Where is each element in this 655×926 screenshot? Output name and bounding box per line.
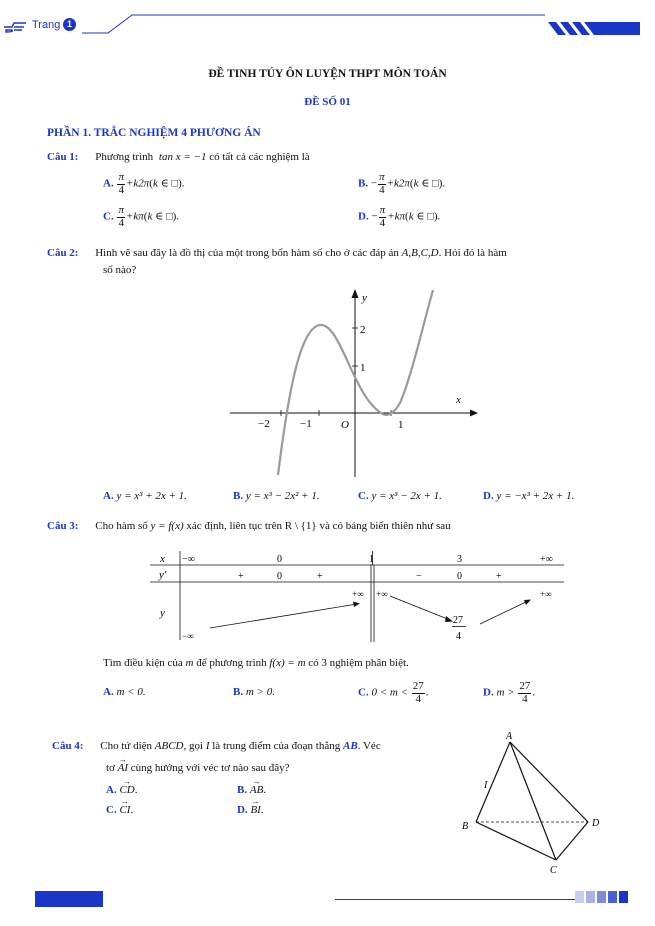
vertex-B: B <box>462 821 469 832</box>
question-4-text-c: là trung điểm của đoạn thẳng <box>209 740 343 752</box>
table-x-0: 0 <box>277 554 282 565</box>
question-3 <box>47 520 451 532</box>
q2-option-c-label: C. <box>358 490 369 502</box>
page-label: Trang <box>32 19 61 31</box>
question-4-text-b: , gọi <box>183 740 206 752</box>
point-I: I <box>484 780 488 791</box>
q4-option-c-vector: → CI <box>119 804 130 816</box>
q2-option-a[interactable] <box>103 490 187 502</box>
question-4-AB: AB <box>343 740 358 752</box>
question-3-ask-text-2: để phương trình <box>196 657 267 669</box>
q1-option-a[interactable]: A. $\frac{\pi}{4}$ +k2π(k ∈ □). <box>103 171 185 196</box>
table-sign-1: + <box>238 571 244 582</box>
q2-option-c-text: y = x³ − 2x + 1. <box>371 490 442 502</box>
question-2-label: Câu 2: <box>47 247 79 259</box>
q3-option-a-text: m < 0. <box>116 686 146 698</box>
q2-option-c[interactable] <box>358 490 442 502</box>
table-x-1: 1 <box>369 554 374 565</box>
table-sign-4: − <box>416 571 422 582</box>
footer-bar-left <box>35 891 103 907</box>
question-2-text-b: . Hỏi đó là hàm <box>438 247 507 259</box>
q1-d-fraction: $\frac{\pi}{4}$ <box>379 204 386 229</box>
question-4-vector-AI: → AI <box>118 762 128 774</box>
q3-option-c-text: 0 < m < <box>371 686 408 699</box>
question-3-text: Cho hàm số <box>95 520 148 532</box>
question-1-equation: tan x = −1 <box>158 151 207 163</box>
table-sign-2: 0 <box>277 571 282 582</box>
q2-option-d[interactable] <box>483 490 574 502</box>
table-x-minus-inf: −∞ <box>182 554 195 565</box>
q3-option-d-text: m > <box>496 686 515 699</box>
table-y-header: y <box>160 607 165 619</box>
question-4-label: Câu 4: <box>52 740 84 752</box>
vertex-C: C <box>550 865 557 876</box>
footer-rule <box>335 899 575 900</box>
function-graph <box>228 285 482 480</box>
x-axis-label: x <box>456 394 461 406</box>
table-y-min-num: 27 <box>453 615 463 626</box>
variation-table <box>150 548 564 644</box>
q3-option-d[interactable]: D. m > $\frac{27}{4}$ . <box>483 680 536 705</box>
table-y-plus-inf-right: +∞ <box>376 589 388 599</box>
question-4-line2 <box>106 762 290 774</box>
table-x-plus-inf: +∞ <box>540 554 553 565</box>
question-3-ask <box>103 657 409 669</box>
footer-blocks <box>575 891 635 905</box>
q1-a-fraction: $\frac{\pi}{4}$ <box>118 171 124 196</box>
section-heading: PHẦN 1. TRẮC NGHIỆM 4 PHƯƠNG ÁN <box>47 127 261 139</box>
q3-option-b[interactable] <box>233 686 275 698</box>
page-number-badge: 1 <box>63 18 76 31</box>
question-3-function: y = f(x) <box>150 520 184 532</box>
tetrahedron-figure <box>458 728 608 878</box>
question-4-line2-text: tơ <box>106 762 115 774</box>
question-1 <box>47 151 310 163</box>
q1-option-c-label: C. <box>103 210 114 223</box>
question-1-label: Câu 1: <box>47 151 79 163</box>
question-3-ask-text-3: có 3 nghiệm phân biệt. <box>308 657 409 669</box>
q3-option-c-label: C. <box>358 686 369 699</box>
table-y-plus-inf-end: +∞ <box>540 589 552 599</box>
q4-option-c[interactable]: C. → CI. <box>106 804 133 816</box>
question-1-tail: có tất cả các nghiệm là <box>209 151 310 163</box>
q3-option-b-text: m > 0. <box>245 686 275 698</box>
question-3-equation: f(x) = m <box>269 657 306 669</box>
question-3-domain: R \ {1} <box>284 520 317 532</box>
q3-option-c[interactable]: C. 0 < m < $\frac{27}{4}$ . <box>358 680 429 705</box>
question-3-ask-text: Tìm điều kiện của <box>103 657 183 669</box>
table-y-minus-inf: −∞ <box>182 631 194 641</box>
tick-label-minus2: −2 <box>258 418 270 430</box>
q3-option-a[interactable] <box>103 686 146 698</box>
table-sign-6: + <box>496 571 502 582</box>
exam-title: ĐỀ TINH TÚY ÔN LUYỆN THPT MÔN TOÁN <box>208 68 447 80</box>
question-4-text: Cho tứ diện <box>100 740 155 752</box>
table-y-plus-inf-left: +∞ <box>352 589 364 599</box>
origin-label: O <box>341 419 349 431</box>
question-4-text-d: . Véc <box>357 740 381 752</box>
header-rule <box>0 0 655 40</box>
question-2-text: Hình vẽ sau đây là đồ thị của một trong bốn hàm số cho ở các đáp án <box>95 247 399 259</box>
q1-option-a-label: A. <box>103 177 114 190</box>
question-4-I: I <box>205 740 210 752</box>
question-1-text: Phương trình <box>95 151 154 163</box>
table-yprime-header: y′ <box>159 569 167 581</box>
vertex-D: D <box>592 818 600 829</box>
q1-c-fraction: $\frac{\pi}{4}$ <box>118 204 124 229</box>
table-y-min-den: 4 <box>456 631 461 642</box>
q2-option-d-label: D. <box>483 490 494 502</box>
table-x-header: x <box>160 553 165 565</box>
q4-option-c-label: C. <box>106 804 117 816</box>
q4-option-a-label: A. <box>106 784 117 796</box>
q2-option-b[interactable] <box>233 490 320 502</box>
q3-option-a-label: A. <box>103 686 114 698</box>
q4-option-b-vector: → AB <box>250 784 263 796</box>
question-2 <box>47 245 507 261</box>
q4-option-b[interactable]: B. → AB. <box>237 784 266 796</box>
tick-label-minus1: −1 <box>300 418 312 430</box>
q4-option-a[interactable]: A. → CD. <box>106 784 137 796</box>
q3-option-b-label: B. <box>233 686 244 698</box>
q1-option-c[interactable]: C. $\frac{\pi}{4}$ +kπ(k ∈ □). <box>103 204 180 229</box>
question-4-line2-tail: cùng hướng với véc tơ nào sau đây? <box>130 762 290 774</box>
q1-option-b-label: B. <box>358 177 369 190</box>
q2-option-a-label: A. <box>103 490 114 502</box>
y-axis-label: y <box>362 292 367 304</box>
table-sign-3: + <box>317 571 323 582</box>
q4-option-d[interactable]: D. → BI. <box>237 804 264 816</box>
table-sign-5: 0 <box>457 571 462 582</box>
question-3-text-2: xác định, liên tục trên <box>186 520 282 532</box>
exam-subtitle: ĐỀ SỐ 01 <box>304 96 351 108</box>
q1-option-d-label: D. <box>358 210 369 223</box>
question-3-m: m <box>185 657 194 669</box>
question-2-line2: số nào? <box>103 264 137 276</box>
x-axis <box>230 410 478 417</box>
q2-option-a-text: y = x³ + 2x + 1. <box>116 490 187 502</box>
header <box>0 0 655 40</box>
tick-label-y2: 2 <box>360 324 366 336</box>
tick-label-x1: 1 <box>398 419 404 431</box>
question-3-label: Câu 3: <box>47 520 79 532</box>
q3-option-d-fraction: $\frac{27}{4}$ <box>519 680 531 705</box>
q1-option-b[interactable]: B. − $\frac{\pi}{4}$ +k2π(k ∈ □). <box>358 171 446 196</box>
q2-option-b-text: y = x³ − 2x² + 1. <box>245 490 320 502</box>
q1-b-fraction: $\frac{\pi}{4}$ <box>379 171 385 196</box>
q4-option-d-label: D. <box>237 804 248 816</box>
q3-option-c-fraction: $\frac{27}{4}$ <box>412 680 424 705</box>
q2-option-b-label: B. <box>233 490 244 502</box>
question-2-choices: A,B,C,D <box>401 247 439 259</box>
q4-option-d-vector: → BI <box>250 804 260 816</box>
table-x-3: 3 <box>457 554 462 565</box>
q2-option-d-text: y = −x³ + 2x + 1. <box>496 490 575 502</box>
q1-option-d[interactable]: D. − $\frac{\pi}{4}$ +kπ(k ∈ □). <box>358 204 441 229</box>
tick-label-y1: 1 <box>360 362 366 374</box>
q4-option-b-label: B. <box>237 784 248 796</box>
question-4-abcd: ABCD <box>154 740 184 752</box>
vertex-A: A <box>506 731 513 742</box>
question-4 <box>52 740 381 752</box>
q4-option-a-vector: → CD <box>119 784 134 796</box>
question-3-text-3: và có bảng biến thiên như sau <box>319 520 451 532</box>
q3-option-d-label: D. <box>483 686 494 699</box>
